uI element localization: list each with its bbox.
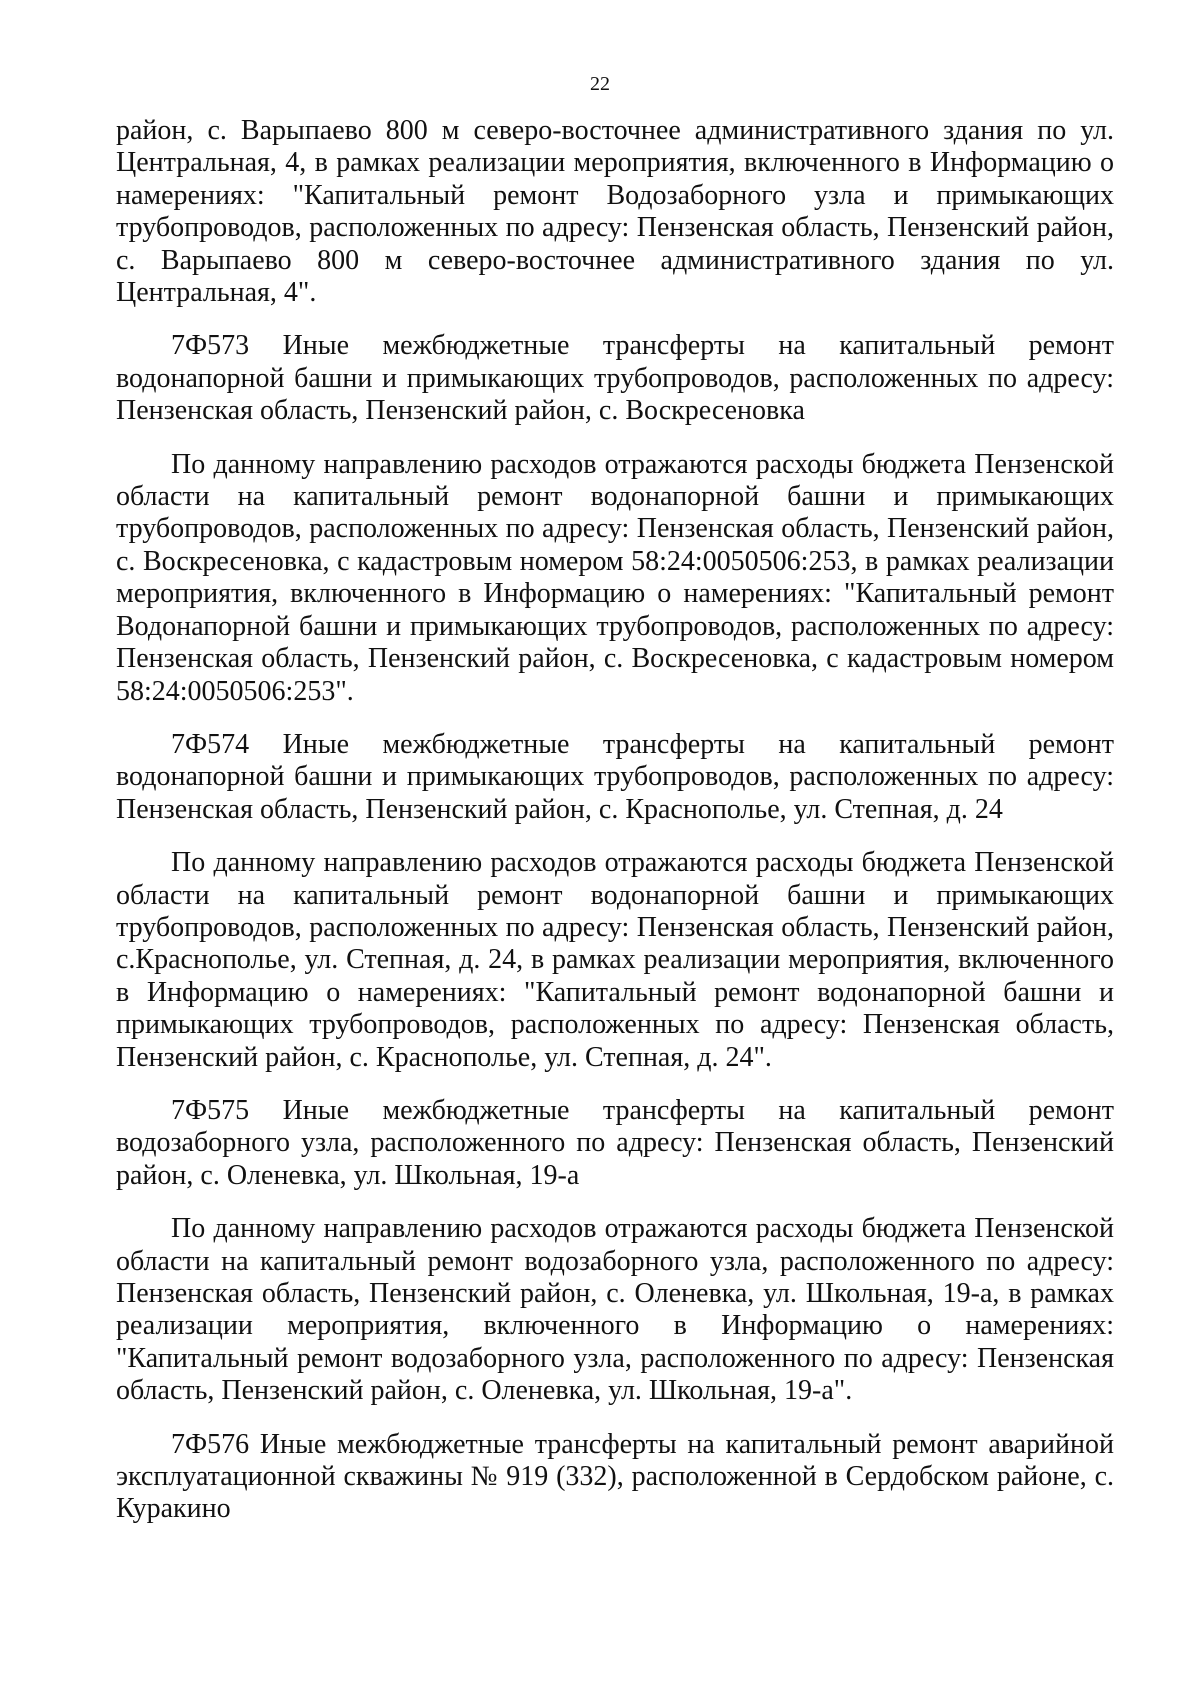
paragraph-heading-7f574: 7Ф574 Иные межбюджетные трансферты на капитальный ремонт водонапорной башни и примыкающих трубопроводов, расположенных по адресу: Пензенская область, Пензенский район, с. Краснополье, ул. Степная, д. 24 [116,728,1114,825]
page-number: 22 [590,73,610,95]
paragraph-description-7f573: По данному направлению расходов отражаются расходы бюджета Пензенской области на капитальный ремонт водонапорной башни и примыкающих трубопроводов, расположенных по адресу: Пензенская область, Пензенский район, с. Воскресеновка, с кадастровым номером 58:24:0050506:253, в рамках реализации мероприятия, включенного в Информацию о намерениях: "Капитальный ремонт Водонапорной башни и примыкающих трубопроводов, расположенных по адресу: Пензенская область, Пензенский район, с. Воскресеновка, с кадастровым номером 58:24:0050506:253". [116,448,1114,707]
paragraph-description-7f575: По данному направлению расходов отражаются расходы бюджета Пензенской области на капитальный ремонт водозаборного узла, расположенного по адресу: Пензенская область, Пензенский район, с. Оленевка, ул. Школьная, 19-а, в рамках реализации мероприятия, включенного в Информацию о намерениях: "Капитальный ремонт водозаборного узла, расположенного по адресу: Пензенская область, Пензенский район, с. Оленевка, ул. Школьная, 19-а". [116,1213,1114,1407]
paragraph-heading-7f575: 7Ф575 Иные межбюджетные трансферты на капитальный ремонт водозаборного узла, расположенного по адресу: Пензенская область, Пензенский район, с. Оленевка, ул. Школьная, 19-а [116,1094,1114,1191]
paragraph-heading-7f573: 7Ф573 Иные межбюджетные трансферты на капитальный ремонт водонапорной башни и примыкающих трубопроводов, расположенных по адресу: Пензенская область, Пензенский район, с. Воскресеновка [116,330,1114,427]
document-body [116,115,1114,1526]
paragraph-continuation: район, с. Варыпаево 800 м северо-восточнее административного здания по ул. Центральная, 4, в рамках реализации мероприятия, включенного в Информацию о намерениях: "Капитальный ремонт Водозаборного узла и примыкающих трубопроводов, расположенных по адресу: Пензенская область, Пензенский район, с. Варыпаево 800 м северо-восточнее административного здания по ул. Центральная, 4". [116,115,1114,309]
paragraph-description-7f574: По данному направлению расходов отражаются расходы бюджета Пензенской области на капитальный ремонт водонапорной башни и примыкающих трубопроводов, расположенных по адресу: Пензенская область, Пензенский район, с.Краснополье, ул. Степная, д. 24, в рамках реализации мероприятия, включенного в Информацию о намерениях: "Капитальный ремонт водонапорной башни и примыкающих трубопроводов, расположенных по адресу: Пензенская область, Пензенский район, с. Краснополье, ул. Степная, д. 24". [116,847,1114,1073]
paragraph-heading-7f576: 7Ф576 Иные межбюджетные трансферты на капитальный ремонт аварийной эксплуатационной скважины № 919 (332), расположенной в Сердобском районе, с. Куракино [116,1428,1114,1525]
